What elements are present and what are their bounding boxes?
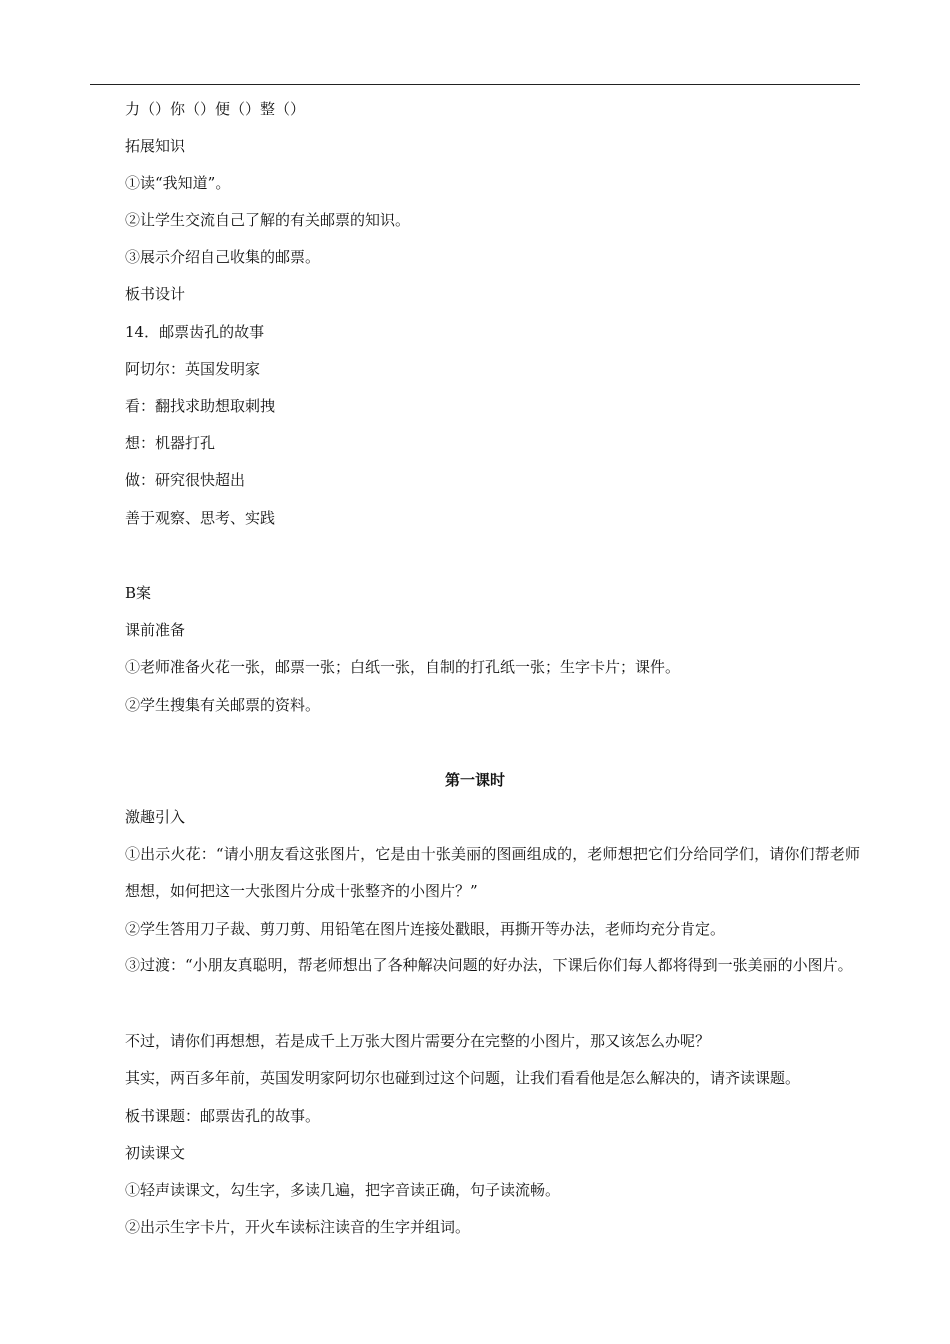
text-line: ②学生搜集有关邮票的资料。 (125, 696, 321, 714)
text-line: 力（）你（）便（）整（） (125, 100, 306, 118)
text-line: 14．邮票齿孔的故事 (125, 323, 265, 341)
text-line: ③展示介绍自己收集的邮票。 (125, 248, 321, 266)
text-line: 板书课题：邮票齿孔的故事。 (125, 1107, 321, 1125)
header-rule (90, 84, 860, 85)
section-title: 初读课文 (125, 1144, 186, 1162)
text-line: ②让学生交流自己了解的有关邮票的知识。 (125, 211, 411, 229)
paragraph: ①出示火花：“请小朋友看这张图片，它是由十张美丽的图画组成的，老师想把它们分给同学们，请你们帮老师想想，如何把这一大张图片分成十张整齐的小图片？” (125, 845, 860, 900)
section-title: B案 (125, 584, 152, 602)
text-line: 不过，请你们再想想，若是成千上万张大图片需要分在完整的小图片，那又该怎么办呢？ (125, 1032, 711, 1050)
text-line: 阿切尔：英国发明家 (125, 360, 261, 378)
paragraph: ③过渡：“小朋友真聪明，帮老师想出了各种解决问题的好办法，下课后你们每人都将得到一张美丽的小图片。 (125, 956, 853, 974)
section-title: 拓展知识 (125, 137, 186, 155)
text-line: ①轻声读课文，勾生字，多读几遍，把字音读正确，句子读流畅。 (125, 1181, 561, 1199)
text-line: 想：机器打孔 (125, 434, 216, 452)
section-title: 板书设计 (125, 285, 186, 303)
text-line: 其实，两百多年前，英国发明家阿切尔也碰到过这个问题，让我们看看他是怎么解决的，请齐读课题。 (125, 1069, 801, 1087)
text-line: 看：翻找求助想取刺拽 (125, 397, 276, 415)
text-line: ①读“我知道”。 (125, 174, 231, 192)
section-title: 激趣引入 (125, 808, 186, 826)
text-line: ①老师准备火花一张，邮票一张；白纸一张，自制的打孔纸一张；生字卡片；课件。 (125, 658, 681, 676)
text-line: 做：研究很快超出 (125, 471, 246, 489)
lesson-heading: 第一课时 (444, 771, 505, 789)
section-title: 课前准备 (125, 621, 186, 639)
text-line: ②学生答用刀子裁、剪刀剪、用铅笔在图片连接处戳眼，再撕开等办法，老师均充分肯定。 (125, 920, 726, 938)
text-line: 善于观察、思考、实践 (125, 509, 276, 527)
text-line: ②出示生字卡片，开火车读标注读音的生字并组词。 (125, 1218, 471, 1236)
